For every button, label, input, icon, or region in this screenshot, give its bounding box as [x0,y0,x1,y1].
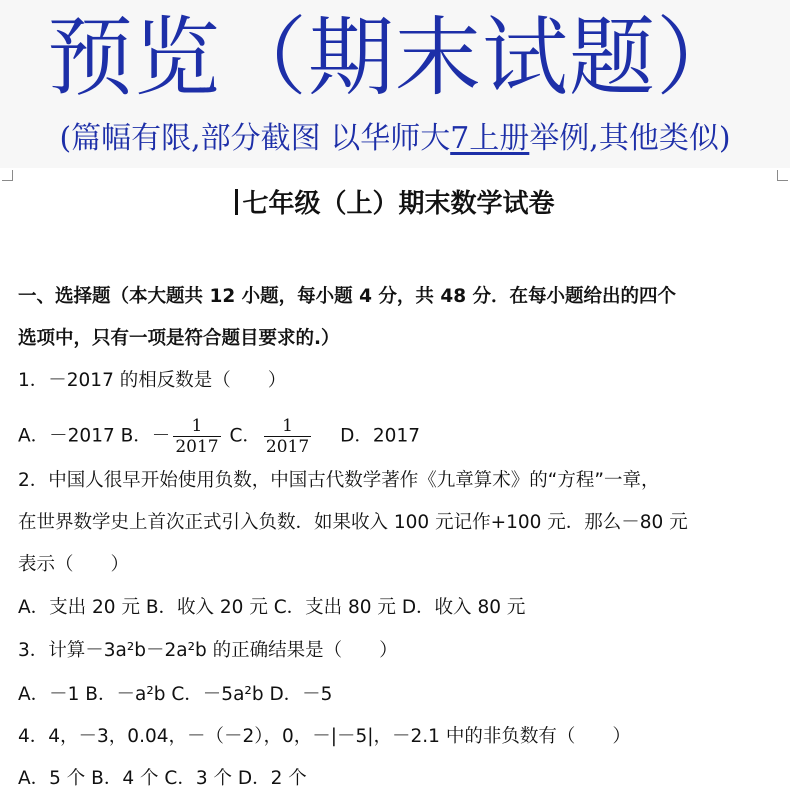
question-1-stem: 1．－2017 的相反数是（ ） [18,370,287,391]
section-heading-line2: 选项中，只有一项是符合题目要求的.） [18,328,340,349]
question-4-options: A．5 个 B．4 个 C．3 个 D．2 个 [18,768,307,789]
exam-title [0,184,790,224]
page-corner-mark-right [777,170,788,181]
question-1-options [18,416,420,457]
question-2-line2: 在世界数学史上首次正式引入负数．如果收入 100 元记作+100 元．那么－80 元 [18,512,688,533]
question-2-options: A．支出 20 元 B．收入 20 元 C．支出 80 元 D．收入 80 元 [18,597,526,618]
preview-banner [0,0,790,168]
banner-subtitle-underlined: 7上册 [450,121,530,156]
text-cursor [235,189,238,215]
question-3-options: A．－1 B．－a²b C．－5a²b D．－5 [18,684,333,705]
q1-fraction-c-numerator: 1 [282,416,293,436]
banner-subtitle-post: 举例,其他类似) [529,121,731,156]
q1-fraction-b [173,416,220,457]
q1-fraction-c-denominator: 2017 [265,437,310,457]
banner-subtitle-pre: (篇幅有限,部分截图 以华师大 [59,121,451,156]
question-2-line3: 表示（ ） [18,554,130,575]
question-4-stem: 4．4，－3，0.04，－（－2），0，－|－5|，－2.1 中的非负数有（ ） [18,726,631,747]
exam-title-text: 七年级（上）期末数学试卷 [242,189,555,219]
q1-option-d: D．2017 [340,425,420,447]
q1-fraction-c [264,416,311,457]
question-3-stem: 3．计算－3a²b－2a²b 的正确结果是（ ） [18,640,398,661]
q1-fraction-b-numerator: 1 [191,416,203,436]
question-2-line1: 2．中国人很早开始使用负数，中国古代数学著作《九章算术》的“方程”一章， [18,470,660,491]
section-heading-line1: 一、选择题（本大题共 12 小题，每小题 4 分，共 48 分．在每小题给出的四个 [18,286,677,307]
q1-option-c: C． [223,425,261,447]
q1-fraction-b-denominator: 2017 [175,437,219,457]
page-corner-mark-left [2,170,13,181]
banner-title: 预览（期末试题） [47,8,743,108]
banner-subtitle [0,116,790,162]
q1-option-a-b: A．－2017 B．－ [18,425,171,447]
